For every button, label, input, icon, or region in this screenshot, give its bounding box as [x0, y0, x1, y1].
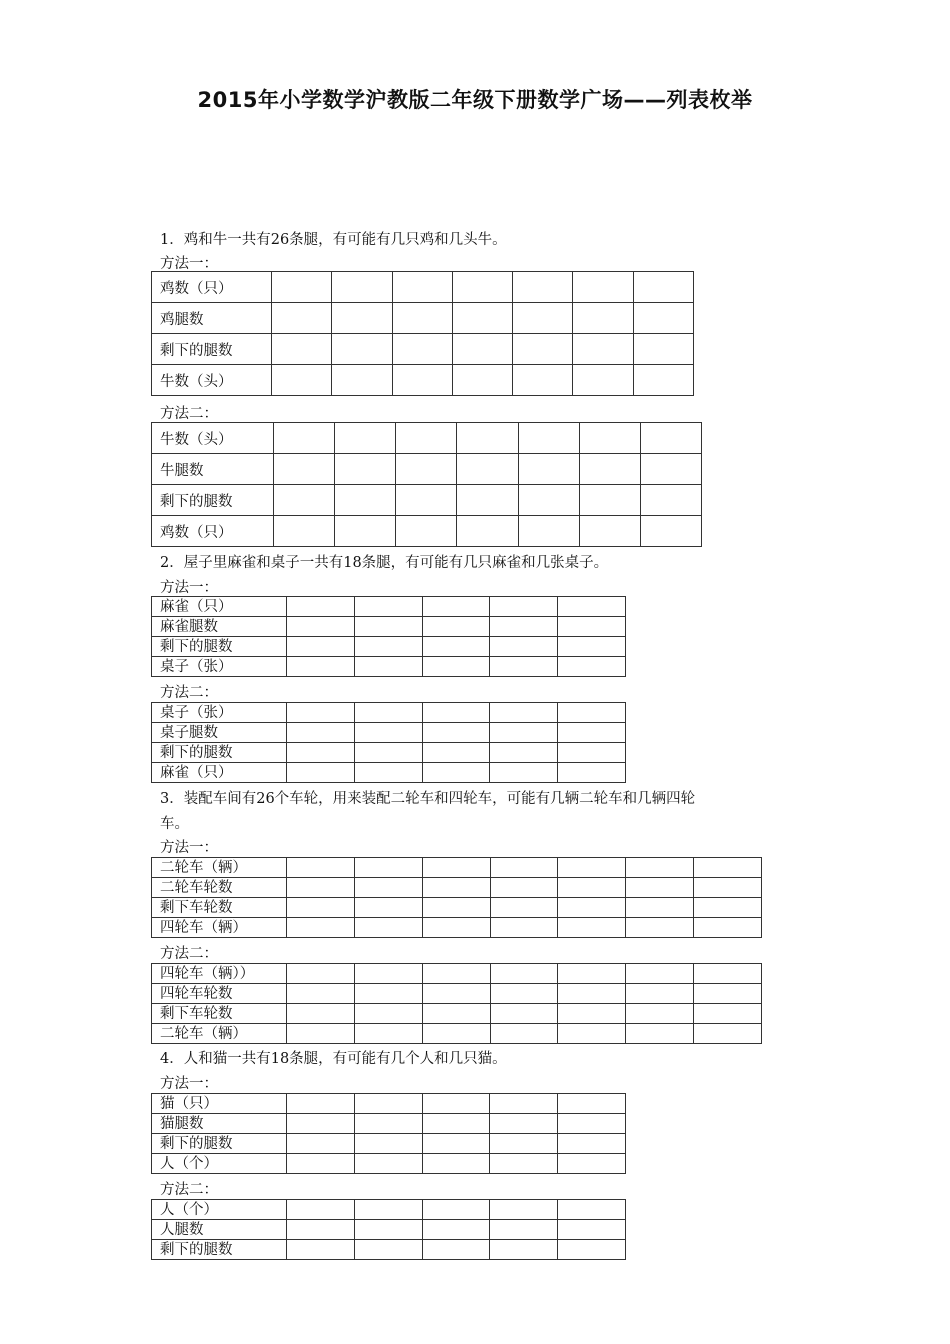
- method-label: 方法一：: [160, 840, 218, 856]
- row-label: 四轮车轮数: [152, 984, 287, 1004]
- table-row: [152, 918, 762, 938]
- table-row: [152, 454, 702, 485]
- table-row: [152, 597, 626, 617]
- table-row: [152, 1094, 626, 1114]
- row-label: 桌子（张）: [152, 657, 287, 677]
- method-label: 方法一：: [160, 1076, 218, 1092]
- page-title: 2015年小学数学沪教版二年级下册数学广场——列表枚举: [197, 88, 753, 112]
- table-row: [152, 1220, 626, 1240]
- question-3-line-2: 车。: [160, 816, 189, 832]
- table-row: [152, 657, 626, 677]
- row-label: 四轮车（辆））: [152, 964, 287, 984]
- table-2-method-2: [151, 702, 626, 783]
- method-label: 方法二：: [160, 946, 218, 962]
- row-label: 鸡数（只）: [152, 516, 274, 547]
- table-row: [152, 516, 702, 547]
- row-label: 人（个）: [152, 1154, 287, 1174]
- question-2: 2．屋子里麻雀和桌子一共有18条腿，有可能有几只麻雀和几张桌子。: [160, 555, 609, 571]
- row-label: 牛腿数: [152, 454, 274, 485]
- table-1-method-1: [151, 271, 694, 396]
- row-label: 牛数（头）: [152, 365, 272, 396]
- method-label: 方法二：: [160, 406, 218, 422]
- table-row: [152, 1240, 626, 1260]
- question-1: 1．鸡和牛一共有26条腿，有可能有几只鸡和几头牛。: [160, 232, 507, 248]
- table-row: [152, 703, 626, 723]
- table-row: [152, 334, 694, 365]
- table-row: [152, 763, 626, 783]
- row-label: 剩下车轮数: [152, 1004, 287, 1024]
- table-row: [152, 485, 702, 516]
- table-row: [152, 964, 762, 984]
- table-row: [152, 743, 626, 763]
- row-label: 麻雀腿数: [152, 617, 287, 637]
- table-3-method-1: [151, 857, 762, 938]
- method-label: 方法二：: [160, 1182, 218, 1198]
- method-label: 方法二：: [160, 685, 218, 701]
- row-label: 麻雀（只）: [152, 763, 287, 783]
- table-row: [152, 723, 626, 743]
- table-row: [152, 1154, 626, 1174]
- row-label: 猫腿数: [152, 1114, 287, 1134]
- row-label: 剩下的腿数: [152, 334, 272, 365]
- row-label: 桌子（张）: [152, 703, 287, 723]
- row-label: 鸡腿数: [152, 303, 272, 334]
- row-label: 四轮车（辆）: [152, 918, 287, 938]
- table-row: [152, 272, 694, 303]
- table-row: [152, 423, 702, 454]
- row-label: 麻雀（只）: [152, 597, 287, 617]
- row-label: 二轮车轮数: [152, 878, 287, 898]
- table-row: [152, 898, 762, 918]
- row-label: 二轮车（辆）: [152, 1024, 287, 1044]
- table-3-method-2: [151, 963, 762, 1044]
- row-label: 剩下的腿数: [152, 1134, 287, 1154]
- method-label: 方法一：: [160, 580, 218, 596]
- row-label: 桌子腿数: [152, 723, 287, 743]
- row-label: 剩下车轮数: [152, 898, 287, 918]
- method-label: 方法一：: [160, 256, 218, 272]
- question-3-line-1: 3．装配车间有26个车轮，用来装配二轮车和四轮车，可能有几辆二轮车和几辆四轮: [160, 791, 696, 807]
- table-row: [152, 1004, 762, 1024]
- row-label: 剩下的腿数: [152, 485, 274, 516]
- row-label: 剩下的腿数: [152, 1240, 287, 1260]
- table-row: [152, 365, 694, 396]
- row-label: 剩下的腿数: [152, 743, 287, 763]
- table-row: [152, 984, 762, 1004]
- table-row: [152, 303, 694, 334]
- table-row: [152, 617, 626, 637]
- table-1-method-2: [151, 422, 702, 547]
- row-label: 二轮车（辆）: [152, 858, 287, 878]
- question-4: 4．人和猫一共有18条腿，有可能有几个人和几只猫。: [160, 1051, 507, 1067]
- row-label: 猫（只）: [152, 1094, 287, 1114]
- table-row: [152, 1024, 762, 1044]
- table-4-method-2: [151, 1199, 626, 1260]
- table-row: [152, 1134, 626, 1154]
- table-2-method-1: [151, 596, 626, 677]
- row-label: 鸡数（只）: [152, 272, 272, 303]
- row-label: 牛数（头）: [152, 423, 274, 454]
- table-row: [152, 1114, 626, 1134]
- table-row: [152, 637, 626, 657]
- table-row: [152, 858, 762, 878]
- table-4-method-1: [151, 1093, 626, 1174]
- row-label: 剩下的腿数: [152, 637, 287, 657]
- row-label: 人（个）: [152, 1200, 287, 1220]
- row-label: 人腿数: [152, 1220, 287, 1240]
- table-row: [152, 1200, 626, 1220]
- table-row: [152, 878, 762, 898]
